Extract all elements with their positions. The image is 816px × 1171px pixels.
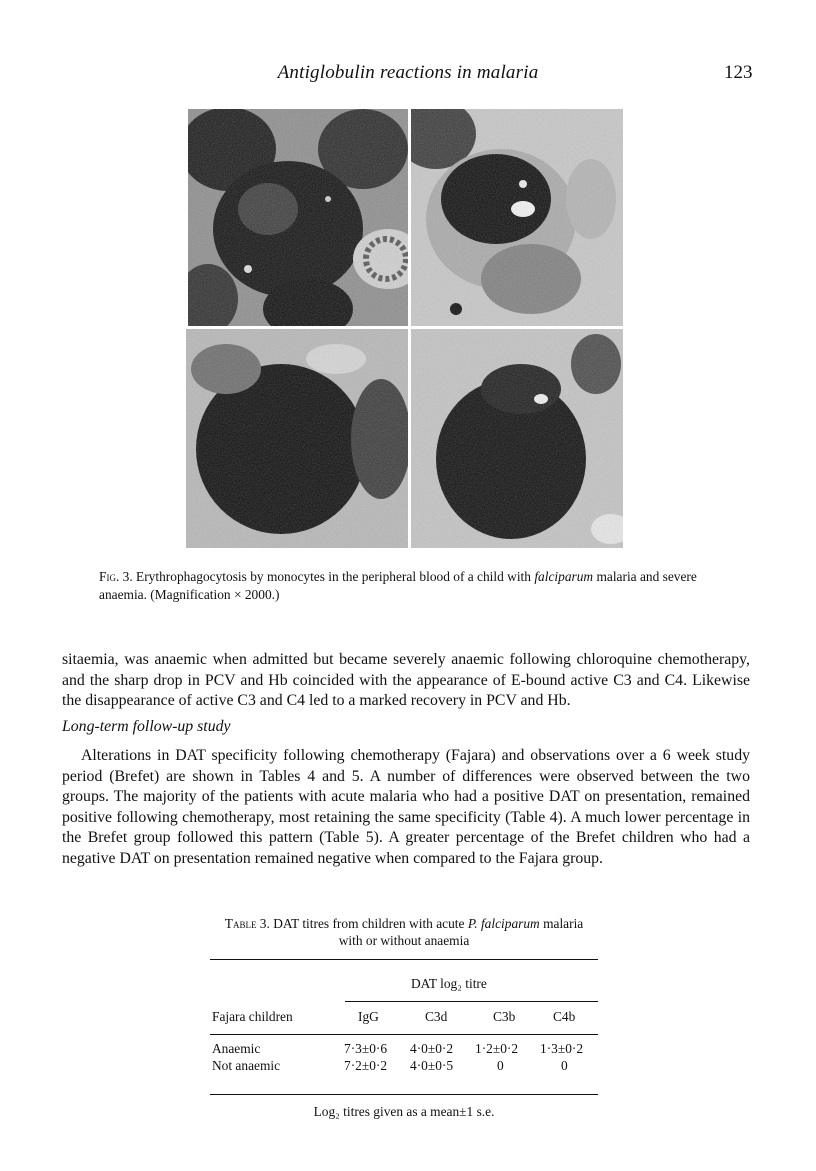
table-cell: 7·3±0·6 bbox=[344, 1041, 388, 1056]
table-title-a: DAT titres from children with acute bbox=[269, 916, 468, 931]
page-number: 123 bbox=[724, 62, 753, 83]
table-rule-bottom bbox=[210, 1094, 598, 1095]
paragraph-2: Alterations in DAT specificity following chemotherapy (Fajara) and observations over a 6 week study period (Brefet) are shown in Tables 4 and 5. A number of differences were observed between the two groups. The majority of the patients with acute malaria who had a positive DAT on presentation, remained positive following chemotherapy, most retaining the same specificity (Table 4). A much lower percentage in the Brefet group followed this pattern (Table 5). A greater percentage of the Brefet children who had a negative DAT on presentation remained negative when compared to the Fajara group. bbox=[62, 747, 750, 867]
table-caption bbox=[210, 915, 598, 949]
table-cell: 0 bbox=[497, 1058, 504, 1073]
figure-label: Fig. 3. bbox=[99, 569, 133, 584]
paragraph-1: sitaemia, was anaemic when admitted but became severely anaemic following chloroquine chemotherapy, and the sharp drop in PCV and Hb coincided with the appearance of E-bound active C3 and C4. Likewise the disappearance of active C3 and C4 led to a marked recovery in PCV and Hb. bbox=[62, 651, 750, 709]
table-cell: 4·0±0·5 bbox=[410, 1058, 454, 1073]
table-label: Table 3. bbox=[224, 916, 270, 931]
micrograph-figure bbox=[186, 109, 623, 548]
table-row-header: Fajara children bbox=[212, 1009, 293, 1024]
table-cell: 1·3±0·2 bbox=[540, 1041, 584, 1056]
table-rule-header bbox=[210, 1034, 598, 1035]
table-cell: 4·0±0·2 bbox=[410, 1041, 454, 1056]
caption-italic: falciparum bbox=[534, 569, 594, 584]
micrograph-panel-top-right bbox=[411, 109, 623, 326]
caption-text-a: Erythrophagocytosis by monocytes in the peripheral blood of a child with bbox=[132, 569, 535, 584]
table-row-label: Not anaemic bbox=[212, 1058, 281, 1073]
table-title-italic: P. falciparum bbox=[467, 916, 540, 931]
running-title: Antiglobulin reactions in malaria bbox=[277, 62, 539, 83]
table-cell: 0 bbox=[561, 1058, 568, 1073]
table-cell: 1·2±0·2 bbox=[475, 1041, 519, 1056]
table-spanner: DAT log₂ titre bbox=[411, 976, 487, 991]
table-cell: 7·2±0·2 bbox=[344, 1058, 388, 1073]
section-heading: Long-term follow-up study bbox=[62, 718, 231, 735]
caption-text-b: malaria and severe anaemia. (Magnification × 2000.) bbox=[99, 569, 697, 602]
micrograph-panel-bottom-left bbox=[186, 329, 408, 548]
micrograph-panel-bottom-right bbox=[411, 329, 623, 548]
table-title-b: malaria bbox=[539, 916, 584, 931]
table-row-label: Anaemic bbox=[212, 1041, 261, 1056]
table-rule-top bbox=[210, 959, 598, 960]
table-rule-spanner bbox=[345, 1001, 598, 1002]
table-col-c3d: C3d bbox=[425, 1009, 448, 1024]
table-col-c4b: C4b bbox=[553, 1009, 576, 1024]
micrograph-panel-top-left bbox=[188, 109, 408, 326]
table-title-line2: with or without anaemia bbox=[338, 933, 470, 948]
table-col-igg: IgG bbox=[358, 1009, 379, 1024]
table-footnote: Log₂ titres given as a mean±1 s.e. bbox=[313, 1104, 495, 1119]
table-col-c3b: C3b bbox=[493, 1009, 516, 1024]
figure-caption bbox=[99, 568, 739, 604]
